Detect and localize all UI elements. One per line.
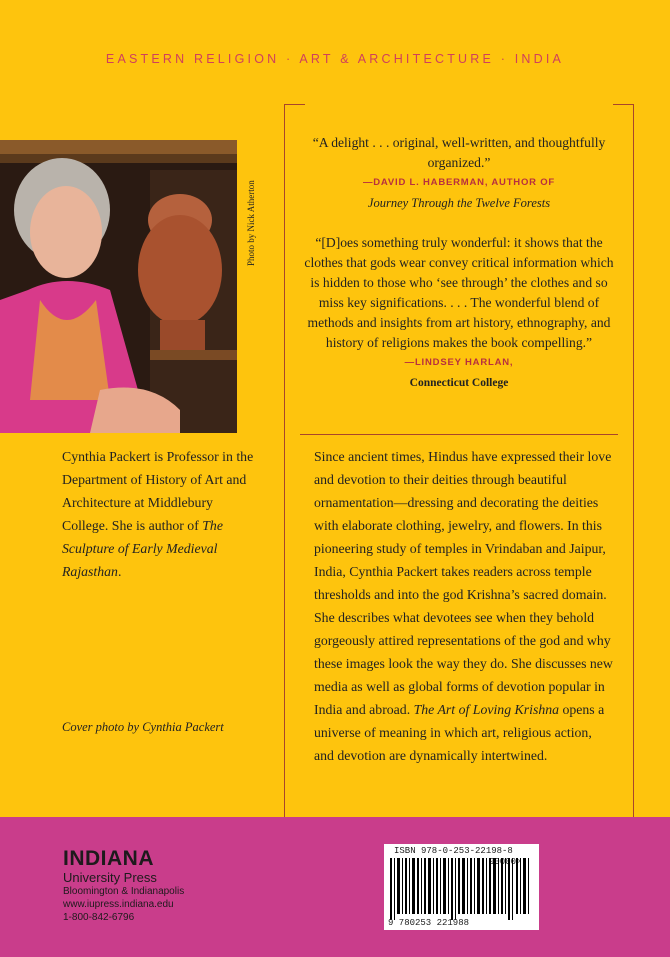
quote-divider bbox=[300, 434, 618, 435]
author-bio bbox=[62, 445, 262, 583]
quote-1-text: “A delight . . . original, well-written, and thoughtfully organized.” bbox=[312, 135, 606, 170]
quote-2-source: Connecticut College bbox=[409, 377, 509, 389]
barcode-image bbox=[390, 858, 533, 920]
publisher-block bbox=[63, 848, 184, 924]
isbn-text: ISBN 978-0-253-22198-8 bbox=[394, 846, 513, 856]
author-photo bbox=[0, 140, 237, 433]
subject-line: EASTERN RELIGION · ART & ARCHITECTURE · INDIA bbox=[105, 52, 565, 66]
publisher-cities: Bloomington & Indianapolis bbox=[63, 886, 185, 897]
publisher-name: INDIANA bbox=[63, 847, 154, 870]
description-text-2: opens a universe of meaning in which art, religious action, and devotion are dynamically intertwined. bbox=[314, 702, 605, 763]
cover-credit: Cover photo by Cynthia Packert bbox=[62, 720, 224, 734]
bio-text-1: Cynthia Packert is Professor in the Department of History of Art and Architecture at Middlebury College. She is author of bbox=[62, 449, 254, 533]
publisher-press: University Press bbox=[63, 870, 157, 885]
quote-2-text: “[D]oes something truly wonderful: it shows that the clothes that gods wear convey critical information which is hidden to those who ‘see through’ the clothes and so miss key significations. . . . The wonderful blend of methods and insights from art history, ethnography, and history of religions makes the book compelling.” bbox=[304, 235, 614, 350]
book-description bbox=[314, 445, 614, 767]
barcode-box bbox=[384, 844, 539, 930]
description-book-title: The Art of Loving Krishna bbox=[413, 702, 560, 717]
quote-1-source: Journey Through the Twelve Forests bbox=[367, 196, 551, 210]
photo-credit: Photo by Nick Atherton bbox=[246, 180, 256, 266]
quote-1-attribution: —DAVID L. HABERMAN, AUTHOR OF bbox=[362, 177, 556, 188]
publisher-phone: 1-800-842-6796 bbox=[63, 912, 135, 923]
publisher-url: www.iupress.indiana.edu bbox=[63, 899, 174, 910]
quote-1 bbox=[300, 133, 618, 213]
description-text-1: Since ancient times, Hindus have expressed their love and devotion to their deities through beautiful ornamentation—dressing and decorating the deities with elaborate clothing, jewelry, and flowers. In this pioneering study of temples in Vrindaban and Jaipur, India, Cynthia Packert takes readers across temple thresholds and into the god Krishna’s sacred domain. She describes what devotees see when they behold gorgeously attired representations of the god and why these images look the way they do. She discusses new media as well as global forms of devotion popular in India and abroad. bbox=[314, 449, 613, 717]
quote-2-attribution: —LINDSEY HARLAN, bbox=[404, 357, 514, 368]
quote-2 bbox=[300, 233, 618, 393]
bio-book-title: The Sculpture of Early Medieval Rajasthan bbox=[62, 518, 223, 579]
barcode-digits: 9 780253 221988 bbox=[388, 918, 470, 928]
bio-text-2: . bbox=[117, 564, 122, 579]
